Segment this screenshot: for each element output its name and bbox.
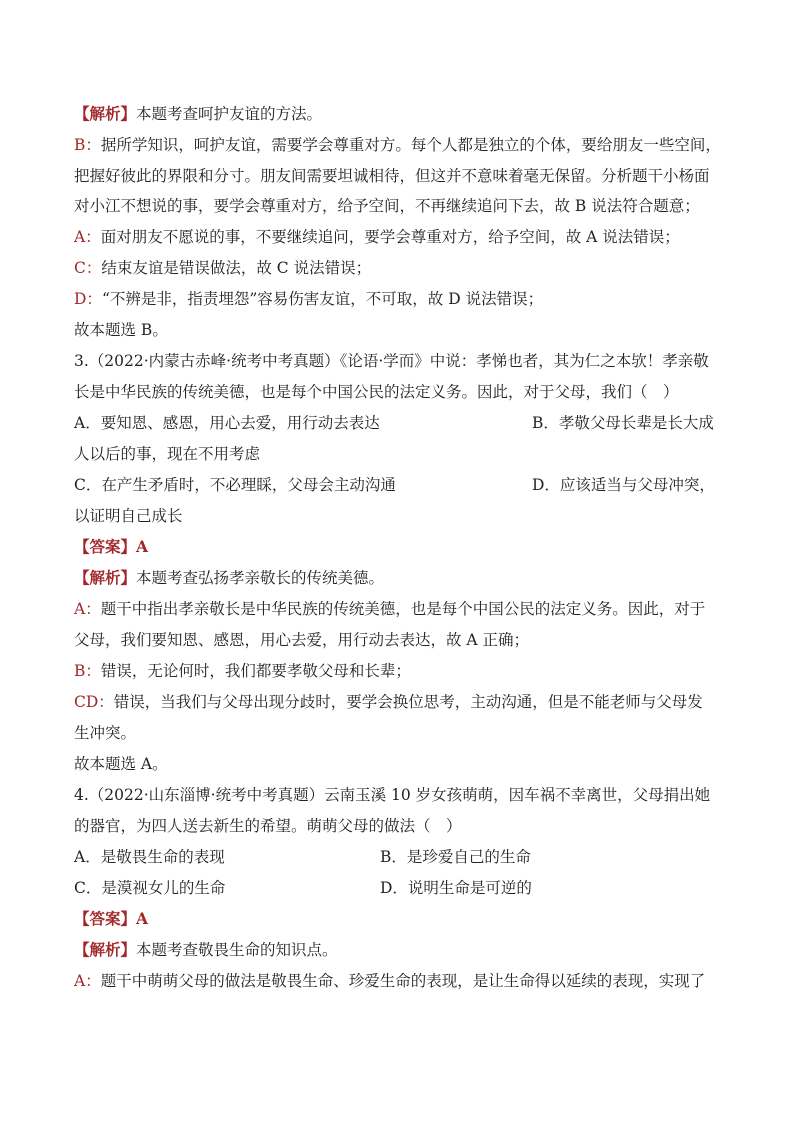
question-4-option-a: A．是敬畏生命的表现	[74, 848, 225, 866]
explanation-b-line2: 把握好彼此的界限和分寸。朋友间需要坦诚相待，但这并不意味着毫无保留。分析题干小杨面	[74, 167, 710, 185]
question-3-options-row2	[74, 475, 732, 497]
question-4-answer: 【答案】A	[74, 909, 149, 928]
question-3-option-a: A．要知恩、感恩，用心去爱，用行动去表达	[74, 414, 380, 432]
conclusion: 故本题选 B。	[74, 321, 168, 339]
analysis-label: 【解析】	[74, 940, 137, 959]
explanation-c-line	[74, 258, 732, 280]
question-4-explanation-a-line1	[74, 971, 732, 993]
option-prefix-b: B：	[74, 136, 101, 154]
option-prefix-a: A：	[74, 972, 101, 990]
question-4-stem-line2: 的器官，为四人送去新生的希望。萌萌父母的做法（ ）	[74, 817, 462, 835]
question-3-option-b: B．孝敬父母长辈是长大成	[532, 414, 714, 432]
explanation-text: 题干中指出孝亲敬长是中华民族的传统美德，也是每个中国公民的法定义务。因此，对于	[100, 600, 706, 618]
analysis-text: 本题考查弘扬孝亲敬长的传统美德。	[136, 569, 385, 587]
option-prefix-cd: CD：	[74, 693, 114, 711]
option-prefix-a: A：	[74, 600, 101, 618]
question-3-explanation-a-line2: 父母，我们要知恩、感恩，用心去爱，用行动去表达，故 A 正确；	[74, 631, 530, 649]
question-4-analysis-line	[74, 940, 732, 962]
question-3-analysis-line	[74, 568, 732, 590]
question-3-option-c: C．在产生矛盾时，不必理睬，父母会主动沟通	[74, 476, 396, 494]
explanation-text: “不辨是非，指责埋怨”容易伤害友谊，不可取，故 D 说法错误；	[101, 290, 544, 308]
analysis-text: 本题考查敬畏生命的知识点。	[136, 941, 338, 959]
explanation-text: 错误，当我们与父母出现分歧时，要学会换位思考，主动沟通，但是不能老师与父母发	[113, 693, 703, 711]
explanation-text: 面对朋友不愿说的事，不要继续追问，要学会尊重对方，给予空间，故 A 说法错误；	[100, 228, 680, 246]
question-3-explanation-b-line	[74, 661, 732, 683]
explanation-text: 错误，无论何时，我们都要孝敬父母和长辈；	[100, 662, 411, 680]
question-3-options-row1	[74, 413, 732, 435]
analysis-text: 本题考查呵护友谊的方法。	[136, 105, 323, 123]
question-3-conclusion: 故本题选 A。	[74, 755, 168, 773]
question-4-option-b: B．是珍爱自己的生命	[380, 848, 531, 866]
explanation-b-line1	[74, 135, 732, 157]
explanation-text: 结束友谊是错误做法，故 C 说法错误；	[101, 259, 372, 277]
question-4-options-row1	[74, 847, 732, 869]
analysis-line	[74, 104, 732, 126]
analysis-label: 【解析】	[74, 104, 137, 123]
analysis-label: 【解析】	[74, 568, 137, 587]
explanation-a-line	[74, 227, 732, 249]
question-3-explanation-a-line1	[74, 599, 732, 621]
question-3-option-d: D．应该适当与父母冲突，	[532, 476, 715, 494]
question-4-options-row2	[74, 878, 732, 900]
explanation-text: 题干中萌萌父母的做法是敬畏生命、珍爱生命的表现，是让生命得以延续的表现，实现了	[100, 972, 706, 990]
question-3-answer: 【答案】A	[74, 537, 149, 556]
question-3-stem-line1: 3.（2022·内蒙古赤峰·统考中考真题）《论语·学而》中说：孝悌也者，其为仁之本欤！孝亲敬	[74, 352, 709, 370]
question-3-option-b-cont: 人以后的事，现在不用考虑	[74, 445, 261, 463]
option-prefix-a: A：	[74, 228, 101, 246]
explanation-d-line	[74, 289, 732, 311]
question-4-option-d: D．说明生命是可逆的	[380, 879, 532, 897]
question-4-stem-line1: 4.（2022·山东淄博·统考中考真题）云南玉溪 10 岁女孩萌萌，因车祸不幸离世，父母捐出她	[74, 786, 711, 804]
explanation-b-line3: 对小江不想说的事，要学会尊重对方，给予空间，不再继续追问下去，故 B 说法符合题意；	[74, 197, 700, 215]
question-3-stem-line2: 长是中华民族的传统美德，也是每个中国公民的法定义务。因此，对于父母，我们（ ）	[74, 383, 679, 401]
explanation-text: 据所学知识，呵护友谊，需要学会尊重对方。每个人都是独立的个体，要给朋友一些空间，	[100, 136, 721, 154]
option-prefix-c: C：	[74, 259, 102, 277]
question-3-option-d-cont: 以证明自己成长	[74, 507, 183, 525]
option-prefix-d: D：	[74, 290, 102, 308]
option-prefix-b: B：	[74, 662, 101, 680]
question-3-explanation-cd-line1	[74, 692, 732, 714]
question-4-option-c: C．是漠视女儿的生命	[74, 879, 226, 897]
question-3-explanation-cd-line2: 生冲突。	[74, 724, 137, 742]
